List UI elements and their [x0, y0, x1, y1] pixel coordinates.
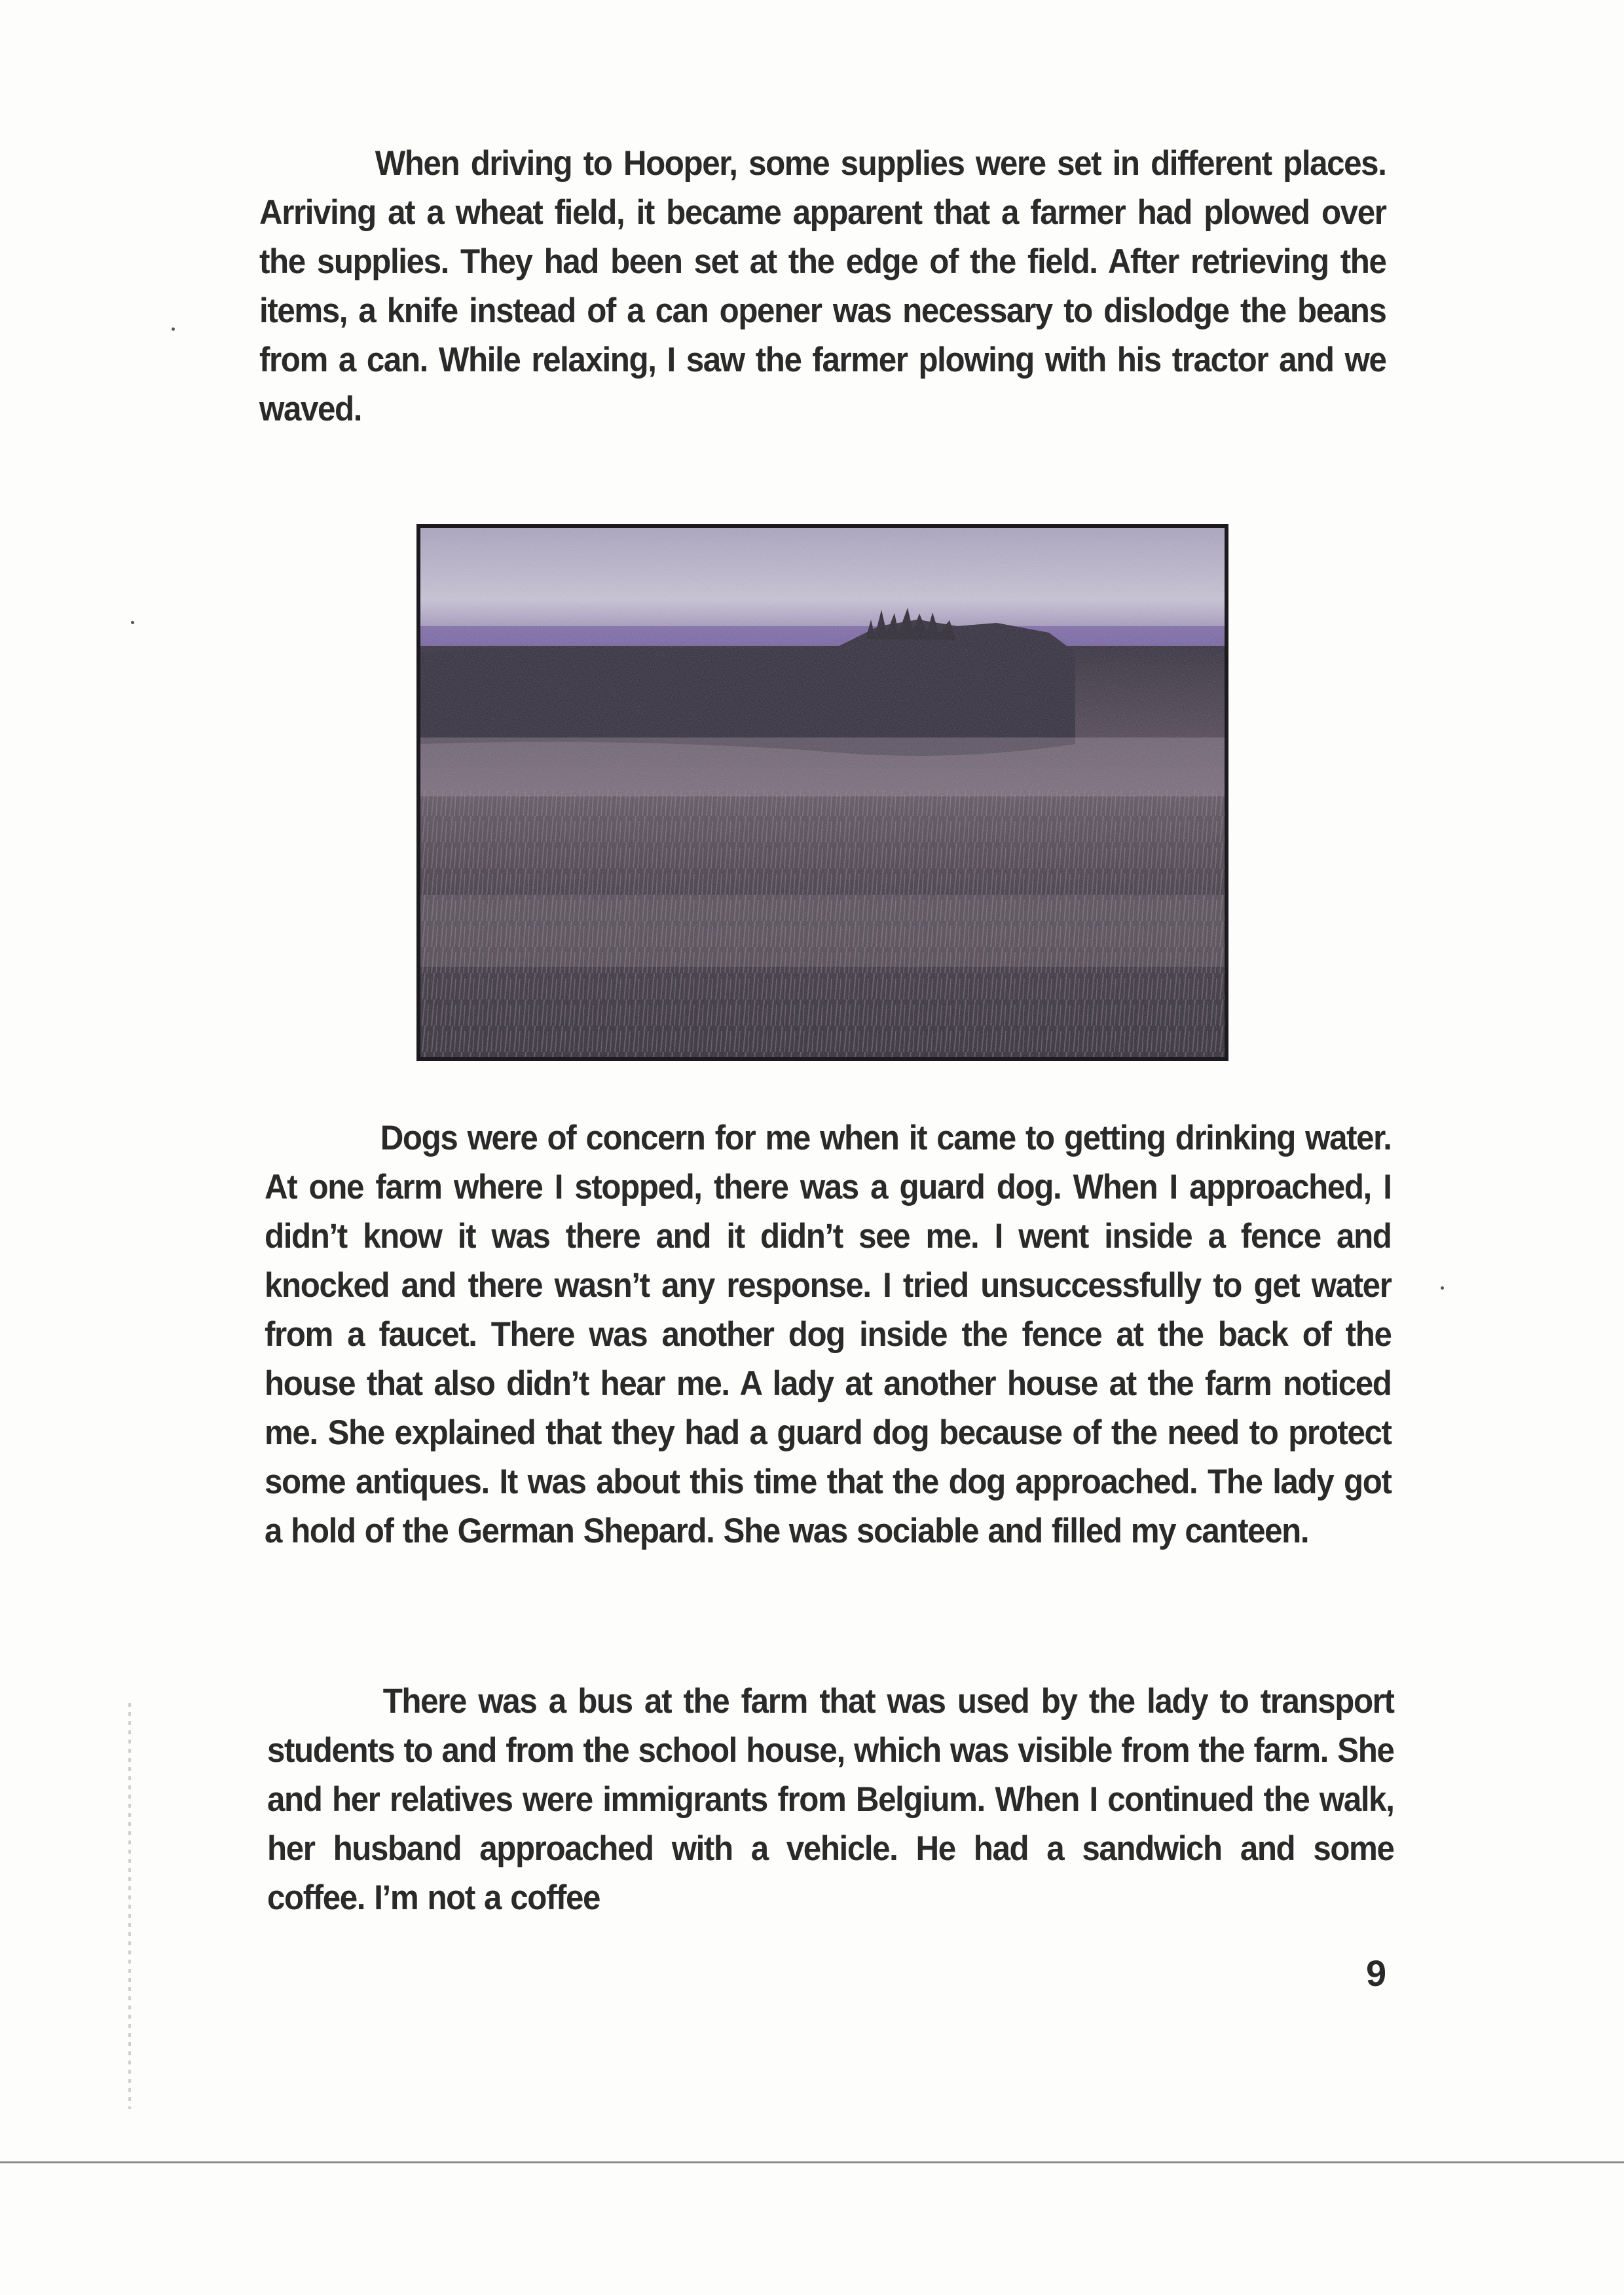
paragraph-text: There was a bus at the farm that was used by the lady to transport students to and from the school house, which was visible from the farm. She and her relatives were immigrants from Belgium. When I continued the walk, her husband approached with a vehicle. He had a sandwich and some coffee. I’m not a coffee: [267, 1682, 1394, 1917]
scan-speck: [172, 327, 175, 331]
paragraph-dogs: [265, 1113, 1392, 1556]
scan-speck: [1441, 1286, 1444, 1290]
scan-speck: [131, 621, 134, 624]
paragraph-bus: [267, 1677, 1394, 1922]
paragraph-text: When driving to Hooper, some supplies were set in different places. Arriving at a wheat field, it became apparent that a farmer had plowed over the supplies. They had been set at the edge of the field. After retrieving the items, a knife instead of a can opener was necessary to dislodge the beans from a can. While relaxing, I saw the farmer plowing with his tractor and we waved.: [259, 144, 1386, 428]
field-landscape-image: [420, 528, 1225, 1057]
paragraph-text: Dogs were of concern for me when it came to getting drinking water. At one farm where I stopped, there was a guard dog. When I approached, I didn’t know it was there and it didn’t see me. I went inside a fence and knocked and there wasn’t any response. I tried unsuccessfully to get water from a faucet. There was another dog inside the fence at the back of the house that also didn’t hear me. A lady at another house at the farm noticed me. She explained that they had a guard dog because of the need to protect some antiques. It was about this time that the dog approached. The lady got a hold of the German Shepard. She was sociable and filled my canteen.: [265, 1119, 1392, 1550]
page-number: 9: [1366, 1952, 1387, 1994]
paragraph-hooper: [259, 139, 1386, 434]
scan-margin-marks: [128, 1703, 131, 2109]
scan-bottom-edge: [0, 2161, 1624, 2163]
field-photo: [416, 524, 1228, 1061]
